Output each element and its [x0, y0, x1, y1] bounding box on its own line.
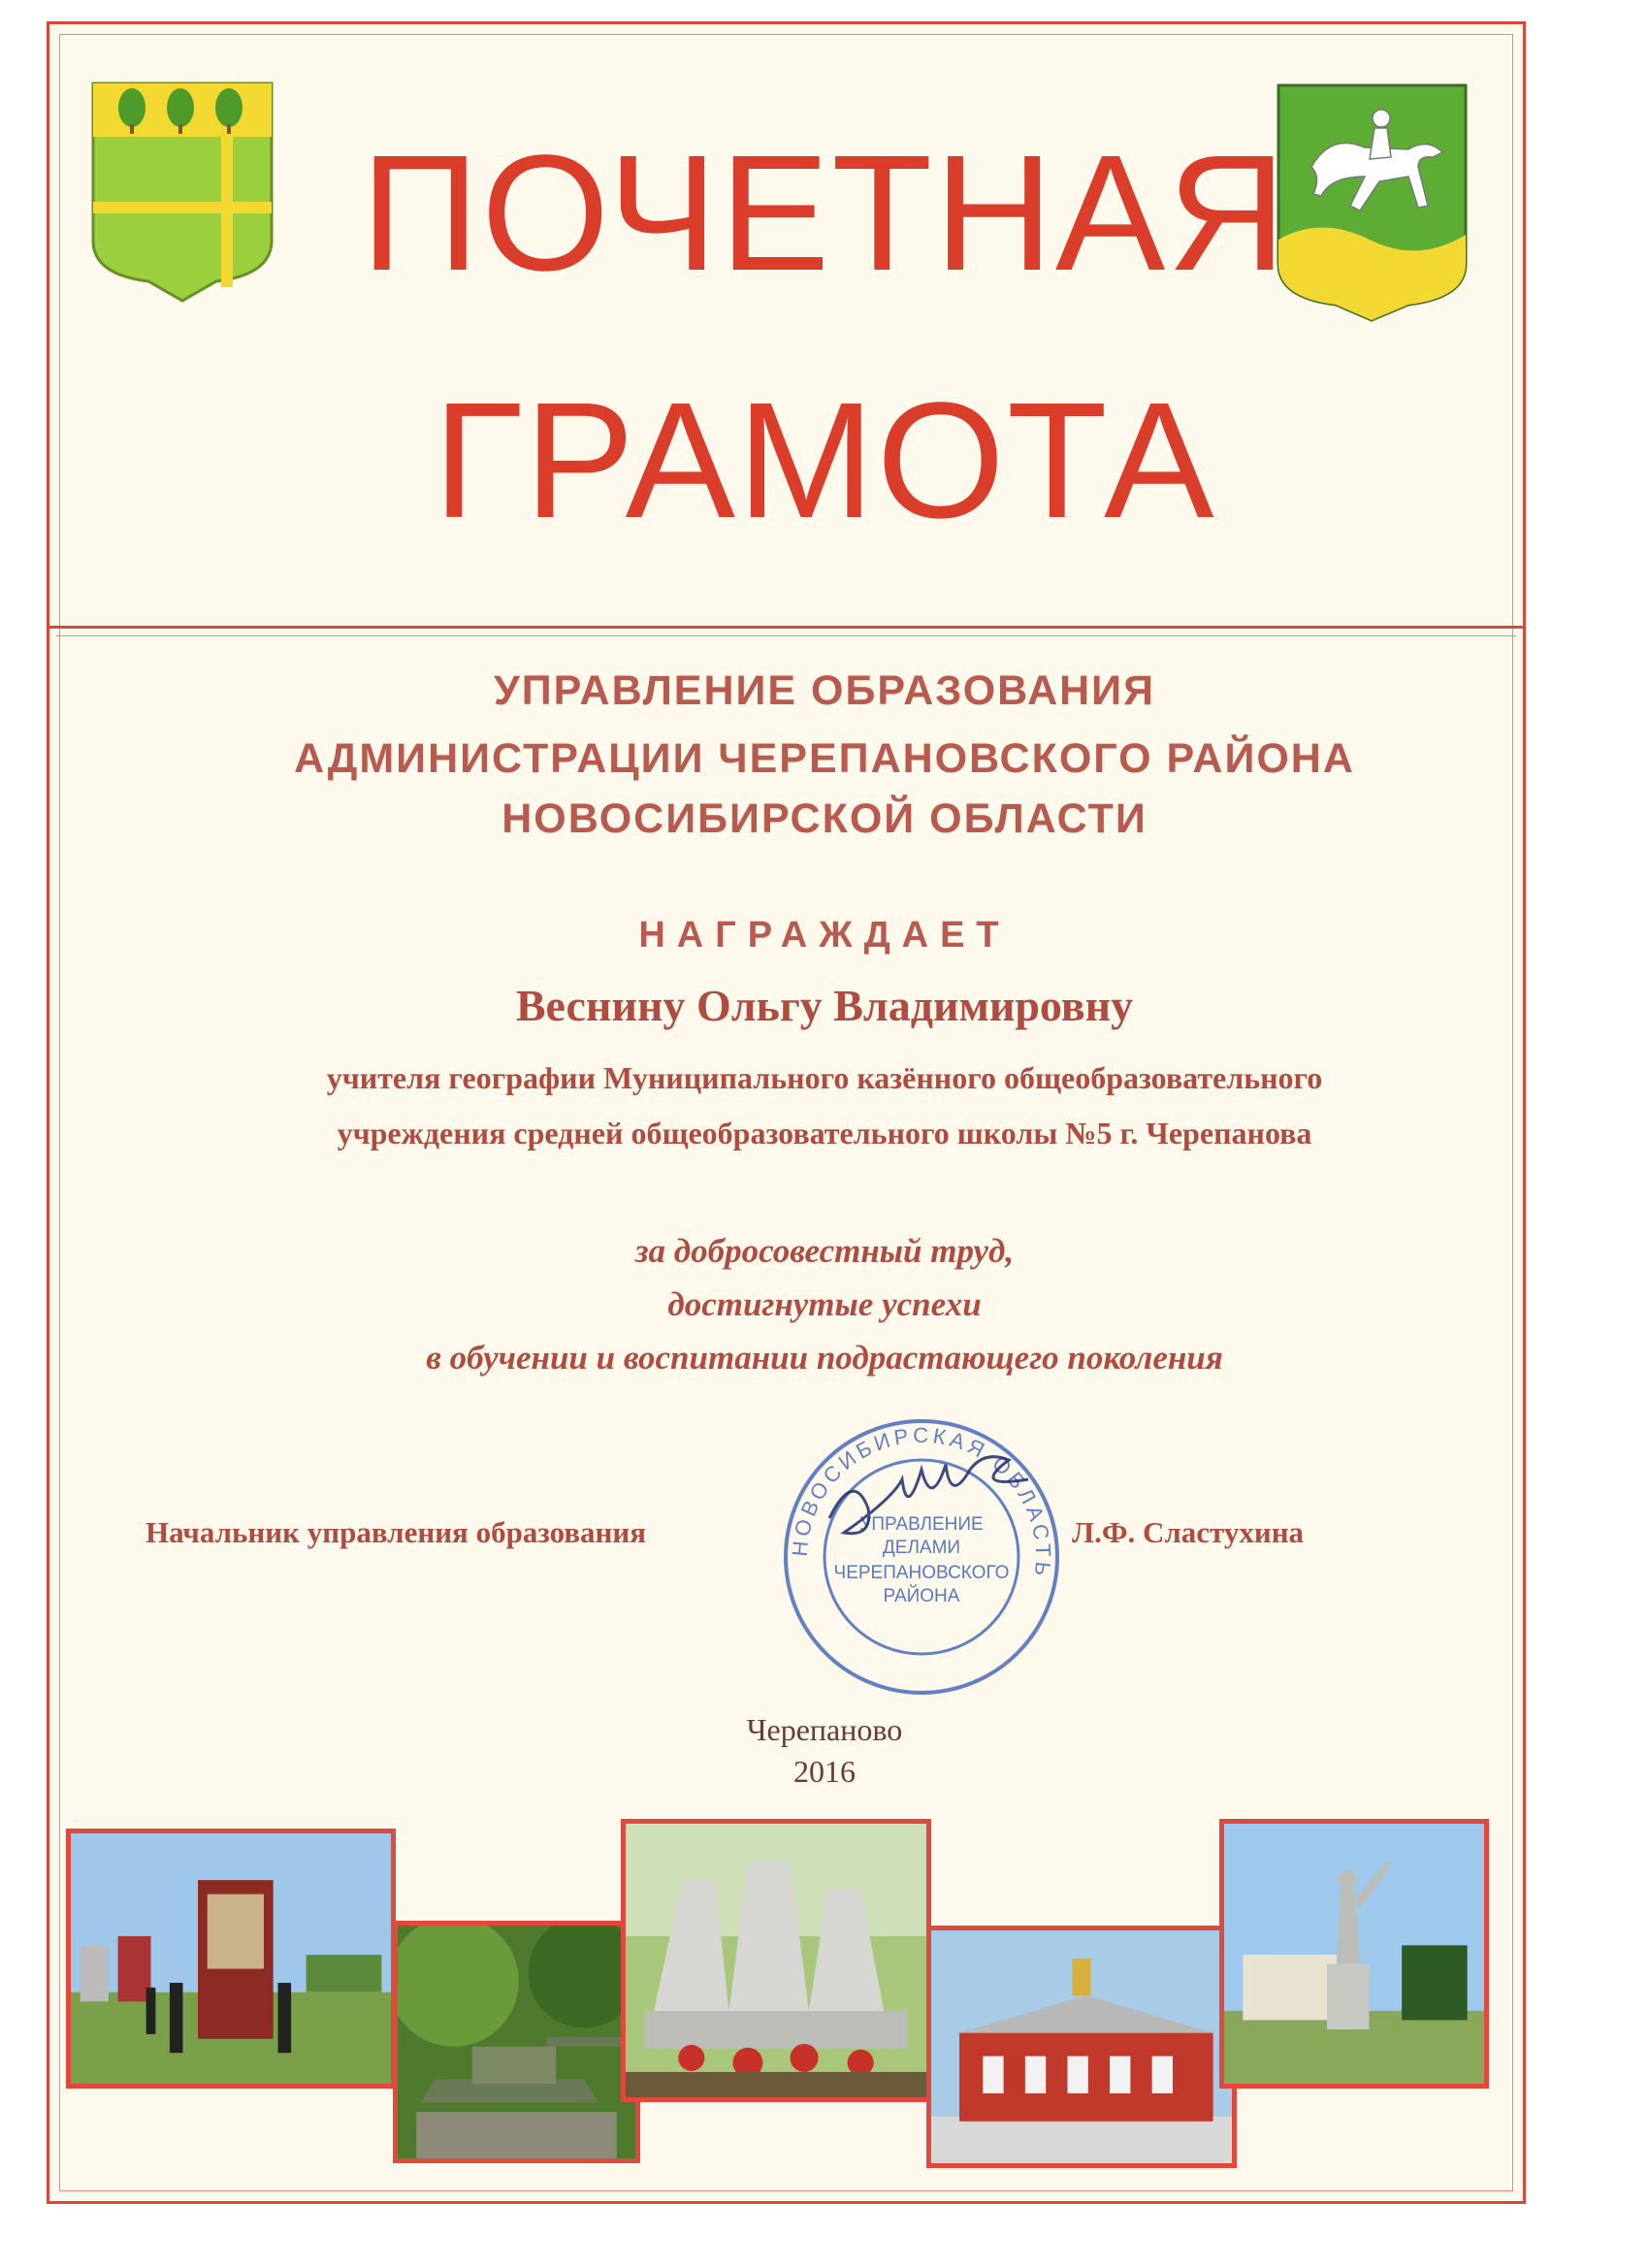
recipient-name: Веснину Ольгу Владимировну	[515, 981, 1134, 1030]
certificate-title-line1: ПОЧЕТНАЯ	[360, 121, 1289, 306]
award-reason-line2: достигнутые успехи	[667, 1285, 982, 1323]
memorial-alley-parade-photo	[66, 1829, 396, 2089]
issue-year: 2016	[793, 1754, 856, 1789]
stamp-inner-line1: УПРАВЛЕНИЕ	[859, 1514, 984, 1535]
issuer-line1: УПРАВЛЕНИЕ ОБРАЗОВАНИЯ	[494, 667, 1155, 714]
award-reason-line1: за добросовестный труд,	[634, 1232, 1015, 1270]
header-divider-inner	[56, 635, 1516, 636]
issuer-line3: НОВОСИБИРСКОЙ ОБЛАСТИ	[501, 795, 1148, 842]
stamp-inner-line2: ДЕЛАМИ	[882, 1538, 961, 1558]
issuer-line2: АДМИНИСТРАЦИИ ЧЕРЕПАНОВСКОГО РАЙОНА	[294, 735, 1355, 782]
award-reason-line3: в обучении и воспитании подрастающего поколения	[426, 1339, 1223, 1377]
official-stamp	[776, 1411, 1067, 1702]
issue-city: Черепаново	[746, 1712, 903, 1747]
stamp-outer-text: НОВОСИБИРСКАЯ ОБЛАСТЬ	[787, 1422, 1056, 1581]
war-memorial-sculpture-photo	[621, 1819, 931, 2102]
recipient-position-line2: учреждения средней общеобразовательного школы №5 г. Черепанова	[337, 1116, 1312, 1150]
certificate-title-line2: ГРАМОТА	[433, 369, 1216, 553]
award-verb: НАГРАЖДАЕТ	[638, 915, 1011, 956]
signatory-title: Начальник управления образования	[146, 1515, 647, 1549]
lenin-monument-photo	[1219, 1819, 1489, 2089]
recipient-position-line1: учителя географии Муниципального казённого общеобразовательного	[326, 1060, 1323, 1095]
t34-tank-monument-photo	[393, 1921, 640, 2163]
signatory-name: Л.Ф. Сластухина	[1072, 1515, 1305, 1549]
stamp-inner-line4: РАЙОНА	[883, 1586, 960, 1606]
header-divider	[47, 626, 1526, 629]
stamp-inner-line3: ЧЕРЕПАНОВСКОГО	[833, 1563, 1010, 1583]
red-brick-church-photo	[926, 1926, 1237, 2168]
